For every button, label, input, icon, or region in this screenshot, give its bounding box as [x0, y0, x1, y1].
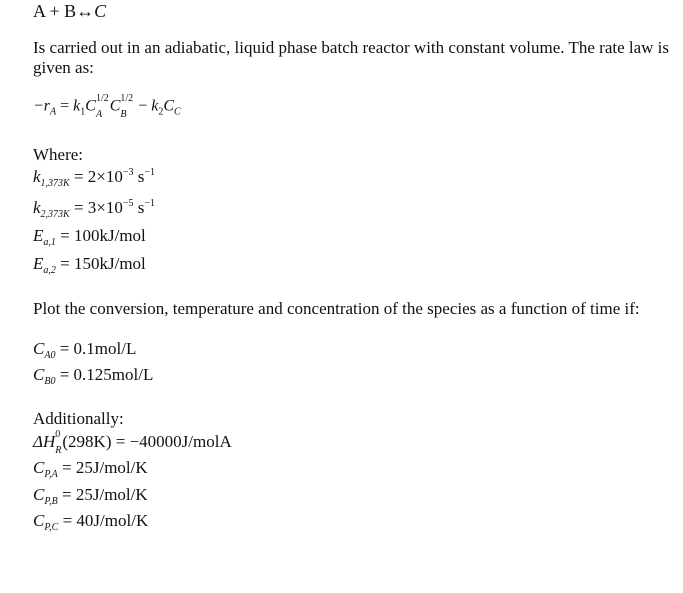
rate-cb-sup: 1/2 [120, 93, 134, 104]
rate-cb: C [109, 97, 121, 115]
rate-ca: C [85, 97, 96, 115]
initial-cb0-symbol: C [33, 365, 45, 384]
param-k1-symbol: k [33, 167, 41, 186]
rate-law-equation [33, 93, 181, 120]
cpb-sub: P,B [44, 496, 58, 507]
param-k2-exp: −5 [122, 198, 134, 209]
intro-line-2: given as: [33, 58, 94, 77]
param-k2-unit-exp: −1 [144, 198, 156, 209]
param-k1-exp: −3 [122, 167, 134, 178]
param-k2-sub: 2,373K [40, 209, 70, 220]
reaction-lhs: A + B [33, 1, 77, 21]
initial-cb0 [33, 365, 153, 385]
param-ea1 [33, 226, 146, 246]
heat-capacity-c [33, 511, 148, 531]
param-k2-value: = 3×10 [69, 198, 123, 217]
cpc-symbol: C [33, 511, 45, 530]
rate-cc: C [163, 97, 174, 115]
param-k1 [33, 167, 155, 187]
param-ea2-sub: a,2 [43, 265, 56, 276]
initial-cb0-sub: B0 [44, 376, 56, 387]
cpa-value: = 25J/mol/K [57, 458, 148, 477]
param-ea1-symbol: E [33, 226, 44, 245]
rate-k2: k [151, 97, 159, 115]
initial-ca0 [33, 339, 136, 359]
enthalpy-arg: (298K) [62, 432, 112, 451]
rate-k1: k [73, 97, 81, 115]
initial-cb0-value: = 0.125mol/L [55, 365, 154, 384]
initial-ca0-symbol: C [33, 339, 45, 358]
rate-r-sub: A [50, 106, 57, 118]
param-k1-unit-exp: −1 [144, 167, 156, 178]
rate-ca-sup: 1/2 [95, 93, 109, 104]
param-k2-symbol: k [33, 198, 41, 217]
param-k2-unit: s [133, 198, 145, 217]
enthalpy-delta: ΔH [33, 432, 56, 451]
enthalpy-sub: R [55, 445, 62, 457]
param-k2 [33, 198, 155, 218]
heat-capacity-a [33, 458, 148, 478]
heat-capacity-b [33, 485, 148, 505]
reaction-arrow: ↔ [76, 1, 95, 21]
cpa-sub: P,A [44, 469, 58, 480]
param-ea1-sub: a,1 [43, 237, 56, 248]
rate-eq-sign: = [56, 97, 74, 115]
rate-ca-sub: A [95, 109, 103, 120]
enthalpy-of-reaction [33, 429, 232, 457]
rate-cb-sub: B [120, 109, 127, 120]
param-k1-value: = 2×10 [69, 167, 123, 186]
param-k1-sub: 1,373K [40, 178, 70, 189]
enthalpy-sup: 0 [55, 429, 61, 441]
reaction-equation [33, 1, 106, 22]
initial-ca0-value: = 0.1mol/L [55, 339, 137, 358]
intro-line-1: Is carried out in an adiabatic, liquid phase batch reactor with constant volume. The rate law is [33, 38, 670, 57]
initial-ca0-sub: A0 [44, 350, 56, 361]
plot-instruction: Plot the conversion, temperature and concentration of the species as a function of time if: [33, 299, 640, 318]
cpc-sub: P,C [44, 522, 59, 533]
cpb-symbol: C [33, 485, 45, 504]
rate-k2-sub: 2 [158, 106, 164, 118]
param-ea1-value: = 100kJ/mol [55, 226, 146, 245]
rate-cc-sub: C [174, 106, 181, 118]
additionally-label: Additionally: [33, 409, 124, 428]
rate-k1-sub: 1 [80, 106, 86, 118]
param-k1-unit: s [133, 167, 145, 186]
cpa-symbol: C [33, 458, 45, 477]
param-ea2-symbol: E [33, 254, 44, 273]
rate-minus: − [134, 97, 152, 115]
rate-neg-r: −r [33, 97, 51, 115]
reaction-rhs: C [94, 1, 107, 21]
cpb-value: = 25J/mol/K [57, 485, 148, 504]
cpc-value: = 40J/mol/K [58, 511, 149, 530]
param-ea2 [33, 254, 146, 274]
where-label: Where: [33, 145, 84, 164]
param-ea2-value: = 150kJ/mol [55, 254, 146, 273]
enthalpy-value: = −40000J/molA [111, 432, 232, 451]
